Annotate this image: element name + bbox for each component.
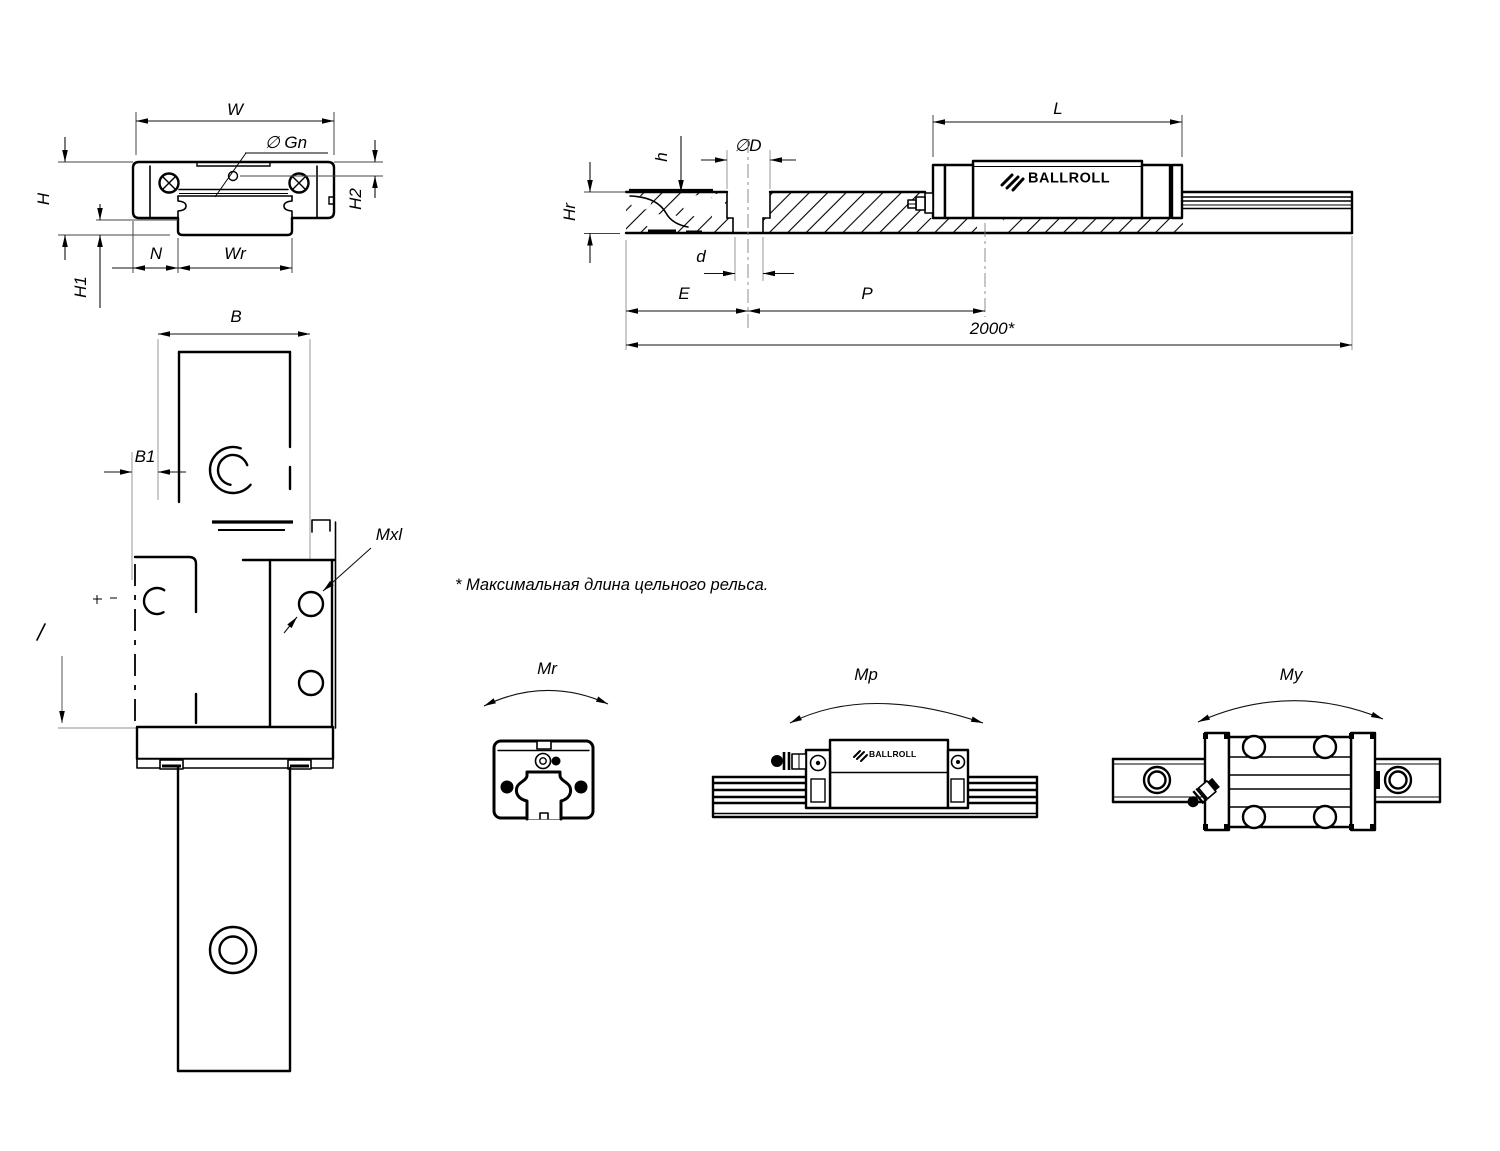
moment-arrow-arc (1198, 701, 1383, 722)
dim-label-e: E (678, 284, 690, 303)
rail-base (178, 218, 292, 235)
grease-nipple-icon (771, 752, 806, 770)
dim-label-wr: Wr (224, 244, 246, 263)
dim-label-b1: B1 (134, 447, 156, 466)
dim-label-w: W (226, 100, 244, 119)
dim-label-max-length: 2000* (969, 319, 1015, 338)
rail-hole-inner (220, 937, 247, 964)
moment-label-mr: Mr (537, 659, 557, 678)
moment-yaw-diagram (1113, 665, 1440, 830)
dim-label-h1: H1 (71, 276, 90, 298)
screw-dot (575, 781, 588, 794)
moment-label-my: My (1279, 665, 1303, 684)
screw-icon (160, 174, 179, 193)
ballroll-logo-text: BALLROLL (1028, 170, 1111, 187)
rail-hole-outer (201, 438, 266, 503)
hatch-area (763, 192, 925, 233)
moment-arrow-arc (790, 704, 983, 724)
dim-label-n: N (149, 244, 163, 263)
dim-label-gn: ∅ Gn (264, 133, 308, 152)
footnote: * Максимальная длина цельного рельса. (455, 576, 769, 594)
carriage-side (908, 161, 1182, 218)
carriage-plan (37, 520, 336, 769)
mounting-hole (1243, 806, 1265, 828)
rail-hole-inner (1390, 772, 1407, 789)
carriage-top-icon (1113, 733, 1440, 830)
moment-label-mp: Mp (854, 665, 878, 684)
plan-view (37, 307, 403, 1071)
mounting-hole (1314, 806, 1336, 828)
rail-hole-inner (1149, 772, 1166, 789)
dim-label-d: d (696, 247, 706, 266)
moment-pitch-diagram (713, 665, 1037, 817)
dim-label-h-depth: h (652, 152, 671, 162)
side-view (560, 99, 1352, 350)
mounting-hole (299, 671, 323, 695)
mounting-hole (1314, 736, 1336, 758)
cross-section-view (34, 100, 383, 308)
dim-label-hr: Hr (560, 203, 579, 221)
dim-label-h2: H2 (346, 188, 365, 210)
rail-hole-inner (216, 453, 251, 488)
dim-label-l: L (1053, 99, 1063, 118)
ballroll-logo-text: BALLROLL (869, 749, 917, 759)
carriage-side-icon (713, 740, 1037, 817)
dim-label-p: P (861, 284, 873, 303)
mounting-hole (299, 592, 323, 616)
dim-label-bore-dia: ∅D (734, 136, 762, 155)
dim-label-b: B (230, 307, 242, 326)
dim-label-mxl: Mxl (375, 525, 403, 544)
moment-arrow-arc (484, 690, 608, 706)
moment-roll-diagram (484, 659, 608, 819)
carriage-front-icon (494, 741, 593, 819)
hatch-area (1003, 218, 1183, 233)
dim-label-h: H (34, 192, 53, 206)
mounting-hole (1243, 736, 1265, 758)
screw-dot (501, 781, 514, 794)
hatch-area (925, 218, 977, 233)
